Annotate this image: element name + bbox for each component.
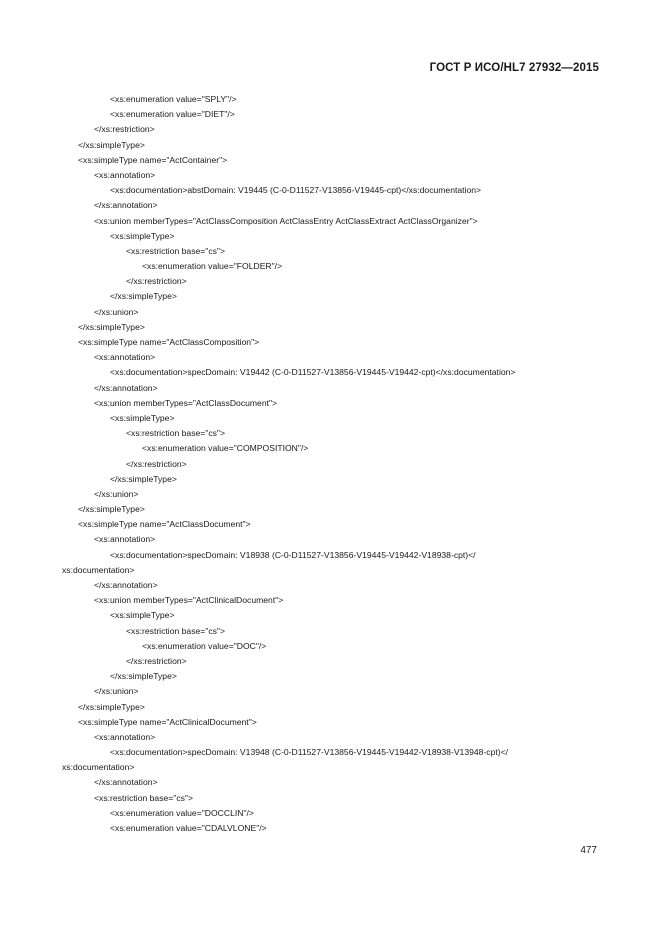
code-line: <xs:restriction base="cs"> xyxy=(126,245,226,256)
code-line: <xs:simpleType name="ActClassComposition"> xyxy=(78,337,260,347)
code-line: </xs:annotation> xyxy=(94,200,158,211)
code-line: <xs:simpleType name="ActClinicalDocument"> xyxy=(78,716,257,727)
code-line: </xs:restriction> xyxy=(126,458,187,469)
xml-code-listing xyxy=(62,92,622,836)
code-line: <xs:enumeration value="DOC"/> xyxy=(142,640,267,651)
code-line: <xs:documentation>abstDomain: V19445 (C-0-D11527-V13856-V19445-cpt)</xs:documentation> xyxy=(110,185,482,196)
code-line: </xs:annotation> xyxy=(94,580,158,590)
code-line: <xs:enumeration value="CDALVLONE"/> xyxy=(110,823,267,833)
code-line: <xs:enumeration value="COMPOSITION"/> xyxy=(142,443,309,454)
code-line: <xs:annotation> xyxy=(94,169,156,180)
code-line: </xs:simpleType> xyxy=(110,671,177,682)
code-line: <xs:union memberTypes="ActClassDocument"> xyxy=(94,397,278,408)
code-line: </xs:union> xyxy=(94,686,139,697)
code-line: <xs:annotation> xyxy=(94,534,156,545)
code-line: xs:documentation> xyxy=(62,762,135,773)
code-line: <xs:simpleType> xyxy=(110,412,175,423)
code-line: </xs:simpleType> xyxy=(78,504,145,515)
code-line: <xs:enumeration value="FOLDER"/> xyxy=(142,261,283,272)
code-line: <xs:simpleType> xyxy=(110,230,175,241)
code-line: </xs:union> xyxy=(94,306,139,317)
code-line: <xs:union memberTypes="ActClinicalDocument"> xyxy=(94,595,284,606)
code-line: <xs:enumeration value="DOCCLIN"/> xyxy=(110,807,254,818)
code-line: <xs:union memberTypes="ActClassComposition ActClassEntry ActClassExtract ActClassOrganizer"> xyxy=(94,215,478,226)
code-line: </xs:simpleType> xyxy=(110,473,177,484)
code-line: </xs:simpleType> xyxy=(78,139,145,150)
code-line: <xs:documentation>specDomain: V19442 (C-0-D11527-V13856-V19445-V19442-cpt)</xs:documentation> xyxy=(110,367,516,378)
code-line: <xs:enumeration value="DIET"/> xyxy=(110,109,235,120)
code-line: <xs:simpleType name="ActContainer"> xyxy=(78,154,228,165)
code-line: </xs:annotation> xyxy=(94,382,158,393)
code-line: <xs:restriction base="cs"> xyxy=(126,625,226,636)
code-line: <xs:documentation>specDomain: V13948 (C-0-D11527-V13856-V19445-V19442-V18938-V13948-cpt)</ xyxy=(110,747,509,758)
code-line: <xs:restriction base="cs"> xyxy=(94,792,194,803)
code-line: <xs:restriction base="cs"> xyxy=(126,428,226,439)
code-line: </xs:simpleType> xyxy=(110,291,177,302)
code-line: <xs:annotation> xyxy=(94,731,156,742)
code-line: <xs:simpleType> xyxy=(110,610,175,621)
page-number: 477 xyxy=(580,845,597,856)
code-line: </xs:annotation> xyxy=(94,777,158,788)
page-header-title: ГОСТ Р ИСО/HL7 27932—2015 xyxy=(429,62,599,74)
code-line: <xs:simpleType name="ActClassDocument"> xyxy=(78,519,251,530)
code-line: <xs:enumeration value="SPLY"/> xyxy=(110,94,237,104)
code-line: <xs:documentation>specDomain: V18938 (C-0-D11527-V13856-V19445-V19442-V18938-cpt)</ xyxy=(110,549,476,560)
code-line: xs:documentation> xyxy=(62,564,135,575)
code-line: <xs:annotation> xyxy=(94,352,156,363)
code-line: </xs:simpleType> xyxy=(78,321,145,332)
code-line: </xs:restriction> xyxy=(126,276,187,287)
code-line: </xs:union> xyxy=(94,488,139,499)
code-line: </xs:simpleType> xyxy=(78,701,145,712)
code-line: </xs:restriction> xyxy=(126,655,187,666)
code-line: </xs:restriction> xyxy=(94,124,155,135)
